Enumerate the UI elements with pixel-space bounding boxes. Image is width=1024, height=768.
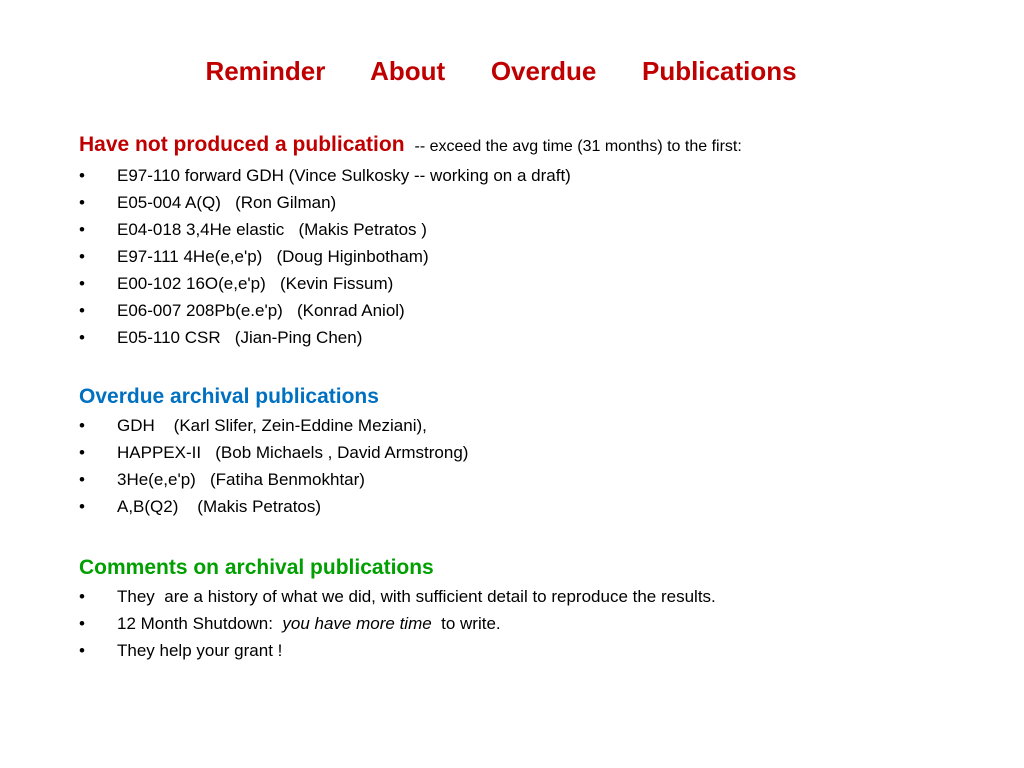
bullet-icon: • (79, 587, 85, 606)
list-item-suffix: to write. (431, 614, 501, 633)
bullet-icon: • (79, 328, 85, 347)
list-item-text: GDH (Karl Slifer, Zein-Eddine Meziani), (117, 416, 427, 435)
list-item-text: E97-110 forward GDH (Vince Sulkosky -- working on a draft) (117, 166, 571, 185)
list-item-text: HAPPEX-II (Bob Michaels , David Armstrong) (117, 443, 469, 462)
section-heading (79, 130, 1009, 162)
list-item (79, 216, 1009, 243)
list-item-text: E97-111 4He(e,e'p) (Doug Higinbotham) (117, 247, 429, 266)
section-no-publication (79, 130, 1009, 351)
bullet-icon: • (79, 470, 85, 489)
list-item-text: A,B(Q2) (Makis Petratos) (117, 497, 322, 516)
list-item (79, 466, 1009, 493)
section-heading (79, 553, 1009, 583)
bullet-icon: • (79, 641, 85, 660)
list-item (79, 412, 1009, 439)
list-item (79, 189, 1009, 216)
bullet-icon: • (79, 193, 85, 212)
list-item-text: E04-018 3,4He elastic (Makis Petratos ) (117, 220, 427, 239)
list-item (79, 243, 1009, 270)
bullet-icon: • (79, 614, 85, 633)
list-item-text: E06-007 208Pb(e.e'p) (Konrad Aniol) (117, 301, 405, 320)
section-comments-archival (79, 553, 1009, 664)
slide-title: Reminder About Overdue Publications (205, 56, 797, 86)
bullet-icon: • (79, 301, 85, 320)
list-item (79, 324, 1009, 351)
section-heading (79, 382, 1009, 412)
list-item (79, 439, 1009, 466)
list-item-text: 3He(e,e'p) (Fatiha Benmokhtar) (117, 470, 365, 489)
section-heading-text: Overdue archival publications (79, 385, 379, 408)
list-item (79, 162, 1009, 189)
list-item (79, 610, 1009, 637)
list-item (79, 637, 1009, 664)
list-item-text: E00-102 16O(e,e'p) (Kevin Fissum) (117, 274, 394, 293)
list-item-text: E05-110 CSR (Jian-Ping Chen) (117, 328, 363, 347)
list-item-text: They help your grant ! (117, 641, 283, 660)
list-item-emphasis: you have more time (282, 614, 432, 633)
bullet-icon: • (79, 497, 85, 516)
bullet-icon: • (79, 220, 85, 239)
list-item-prefix: 12 Month Shutdown: (117, 614, 283, 633)
bullet-icon: • (79, 166, 85, 185)
list-item (79, 270, 1009, 297)
bullet-icon: • (79, 247, 85, 266)
section-subheading: -- exceed the avg time (31 months) to the first: (414, 138, 742, 155)
section-overdue-archival (79, 382, 1009, 520)
bullet-list (79, 583, 1009, 664)
bullet-icon: • (79, 274, 85, 293)
bullet-icon: • (79, 443, 85, 462)
list-item (79, 493, 1009, 520)
bullet-icon: • (79, 416, 85, 435)
list-item-text: They are a history of what we did, with sufficient detail to reproduce the results. (117, 587, 716, 606)
list-item (79, 297, 1009, 324)
list-item-text: E05-004 A(Q) (Ron Gilman) (117, 193, 337, 212)
section-heading-text: Have not produced a publication (79, 133, 405, 156)
list-item (79, 583, 1009, 610)
bullet-list (79, 412, 1009, 520)
section-heading-text: Comments on archival publications (79, 556, 434, 579)
bullet-list (79, 162, 1009, 351)
